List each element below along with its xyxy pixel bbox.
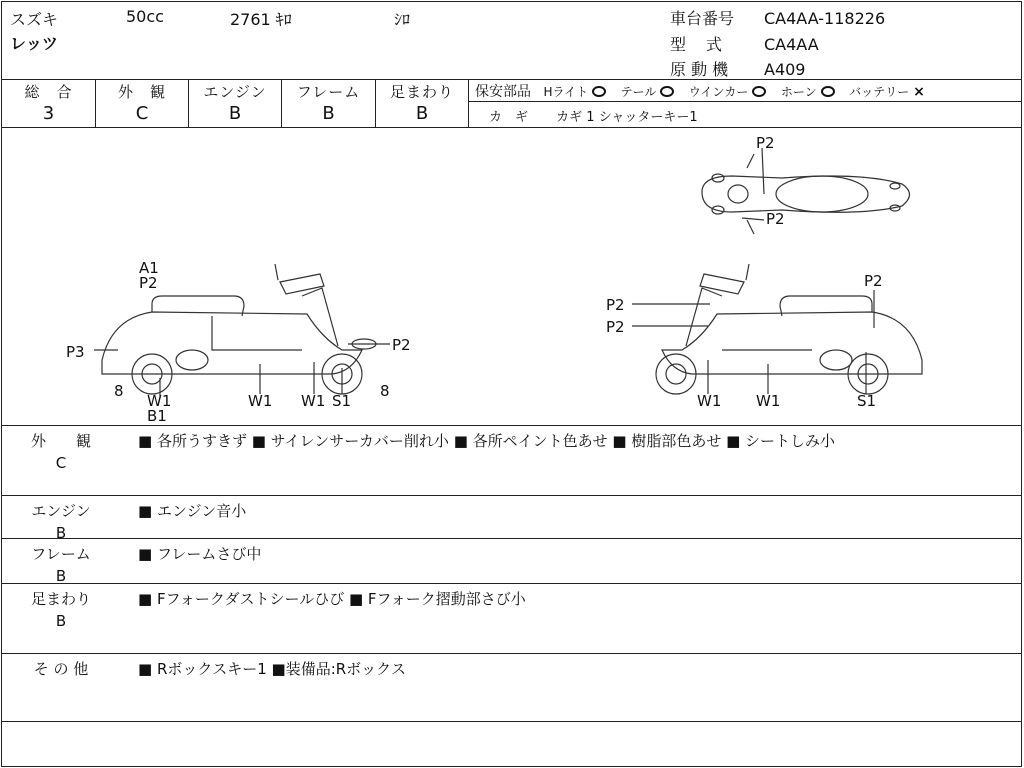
model-name: レッツ (10, 34, 58, 53)
grade-label: 外 観 (117, 83, 166, 101)
engine-label: 原 動 機 (670, 60, 729, 79)
diagram-label: W1 (697, 392, 722, 410)
remark-label: 足まわり B (30, 590, 91, 630)
grade-engine (189, 80, 282, 127)
maker: スズキ (10, 10, 59, 29)
grade-suspension (376, 80, 469, 127)
diagram-label: S1 (332, 392, 352, 410)
grade-value: B (228, 103, 242, 124)
grade-label: エンジン (203, 83, 267, 101)
battery-label: バッテリー (849, 85, 910, 99)
frame-number-label: 車台番号 (670, 9, 735, 28)
remark-text: ■ 各所うすきず ■ サイレンサーカバー削れ小 ■ 各所ペイント色あせ ■ 樹脂部色あせ ■ シートしみ小 (138, 432, 836, 450)
vehicle-header (2, 2, 1021, 80)
remark-text: ■ Rボックスキー1 ■装備品:Rボックス (138, 660, 407, 678)
key-row (469, 102, 1021, 127)
diagram-label: P2 (139, 274, 158, 292)
ok-circle-icon (752, 86, 766, 97)
scooter-diagram (2, 128, 1021, 426)
remark-label: フレーム B (31, 545, 91, 585)
displacement: 50cc (126, 7, 164, 26)
diagram-label: P2 (766, 210, 785, 228)
color: ｼﾛ (394, 10, 411, 29)
key-label: カ ギ (489, 110, 529, 125)
diagram-label: P2 (606, 318, 625, 336)
inspection-sheet (1, 1, 1022, 767)
grades-row (2, 80, 1021, 128)
remark-suspension (2, 584, 1021, 654)
diagram-label: P2 (606, 296, 625, 314)
engine-row (670, 57, 805, 80)
taillight-label: テール (620, 85, 657, 99)
diagram-label: A1 (139, 259, 159, 277)
winker-label: ウインカー (688, 85, 749, 99)
ok-circle-icon (821, 86, 835, 97)
safety-label: 保安部品 (475, 84, 531, 100)
remark-label: 外 観 C (30, 432, 91, 472)
grade-value: C (135, 103, 149, 124)
grade-frame (282, 80, 376, 127)
diagram-label: 8 (114, 382, 124, 400)
diagram-label: P2 (756, 134, 775, 152)
diagram-label: P2 (864, 272, 883, 290)
type-value: CA4AA (764, 35, 819, 54)
diagram-label: W1 (301, 392, 326, 410)
horn-label: ホーン (780, 85, 817, 99)
grade-value: B (322, 103, 335, 124)
mileage: 2761 ｷﾛ (230, 10, 292, 29)
diagram-label: P3 (66, 343, 85, 361)
grade-value: 3 (42, 103, 55, 124)
frame-number-row (670, 6, 885, 29)
remark-exterior (2, 426, 1021, 496)
diagram-label: W1 (756, 392, 781, 410)
safety-parts (469, 80, 1021, 127)
remark-engine (2, 496, 1021, 542)
remark-frame (2, 539, 1021, 584)
diagram-label: W1 (248, 392, 273, 410)
type-row (670, 32, 819, 55)
diagram-label: S1 (857, 392, 877, 410)
remark-other (2, 654, 1021, 722)
safety-parts-row (469, 80, 1021, 102)
remark-text: ■ Fフォークダストシールひび ■ Fフォーク摺動部さび小 (138, 590, 526, 608)
grade-overall (2, 80, 96, 127)
diagram-label: 8 (380, 382, 390, 400)
ng-cross-icon: × (913, 84, 925, 100)
headlight-label: Hライト (543, 85, 589, 99)
diagram-label: B1 (147, 407, 167, 425)
diagram-label: W1 (147, 392, 172, 410)
ok-circle-icon (592, 86, 606, 97)
remark-text: ■ エンジン音小 (138, 502, 247, 520)
key-value: カギ 1 シャッターキー1 (556, 110, 698, 125)
ok-circle-icon (660, 86, 674, 97)
frame-number: CA4AA-118226 (764, 9, 886, 28)
type-label: 型 式 (670, 35, 725, 54)
grade-label: 足まわり (389, 83, 454, 101)
grade-value: B (415, 103, 429, 124)
diagram-label: P2 (392, 336, 411, 354)
engine-value: A409 (764, 60, 806, 79)
grade-label: 総 合 (24, 83, 73, 101)
remark-label: エンジン B (31, 502, 91, 542)
scooter-top-view (702, 154, 910, 234)
damage-diagram (2, 128, 1021, 426)
grade-label: フレーム (296, 83, 361, 101)
grade-exterior (96, 80, 189, 127)
remark-label: そ の 他 (33, 660, 89, 678)
remark-text: ■ フレームさび中 (138, 545, 262, 563)
